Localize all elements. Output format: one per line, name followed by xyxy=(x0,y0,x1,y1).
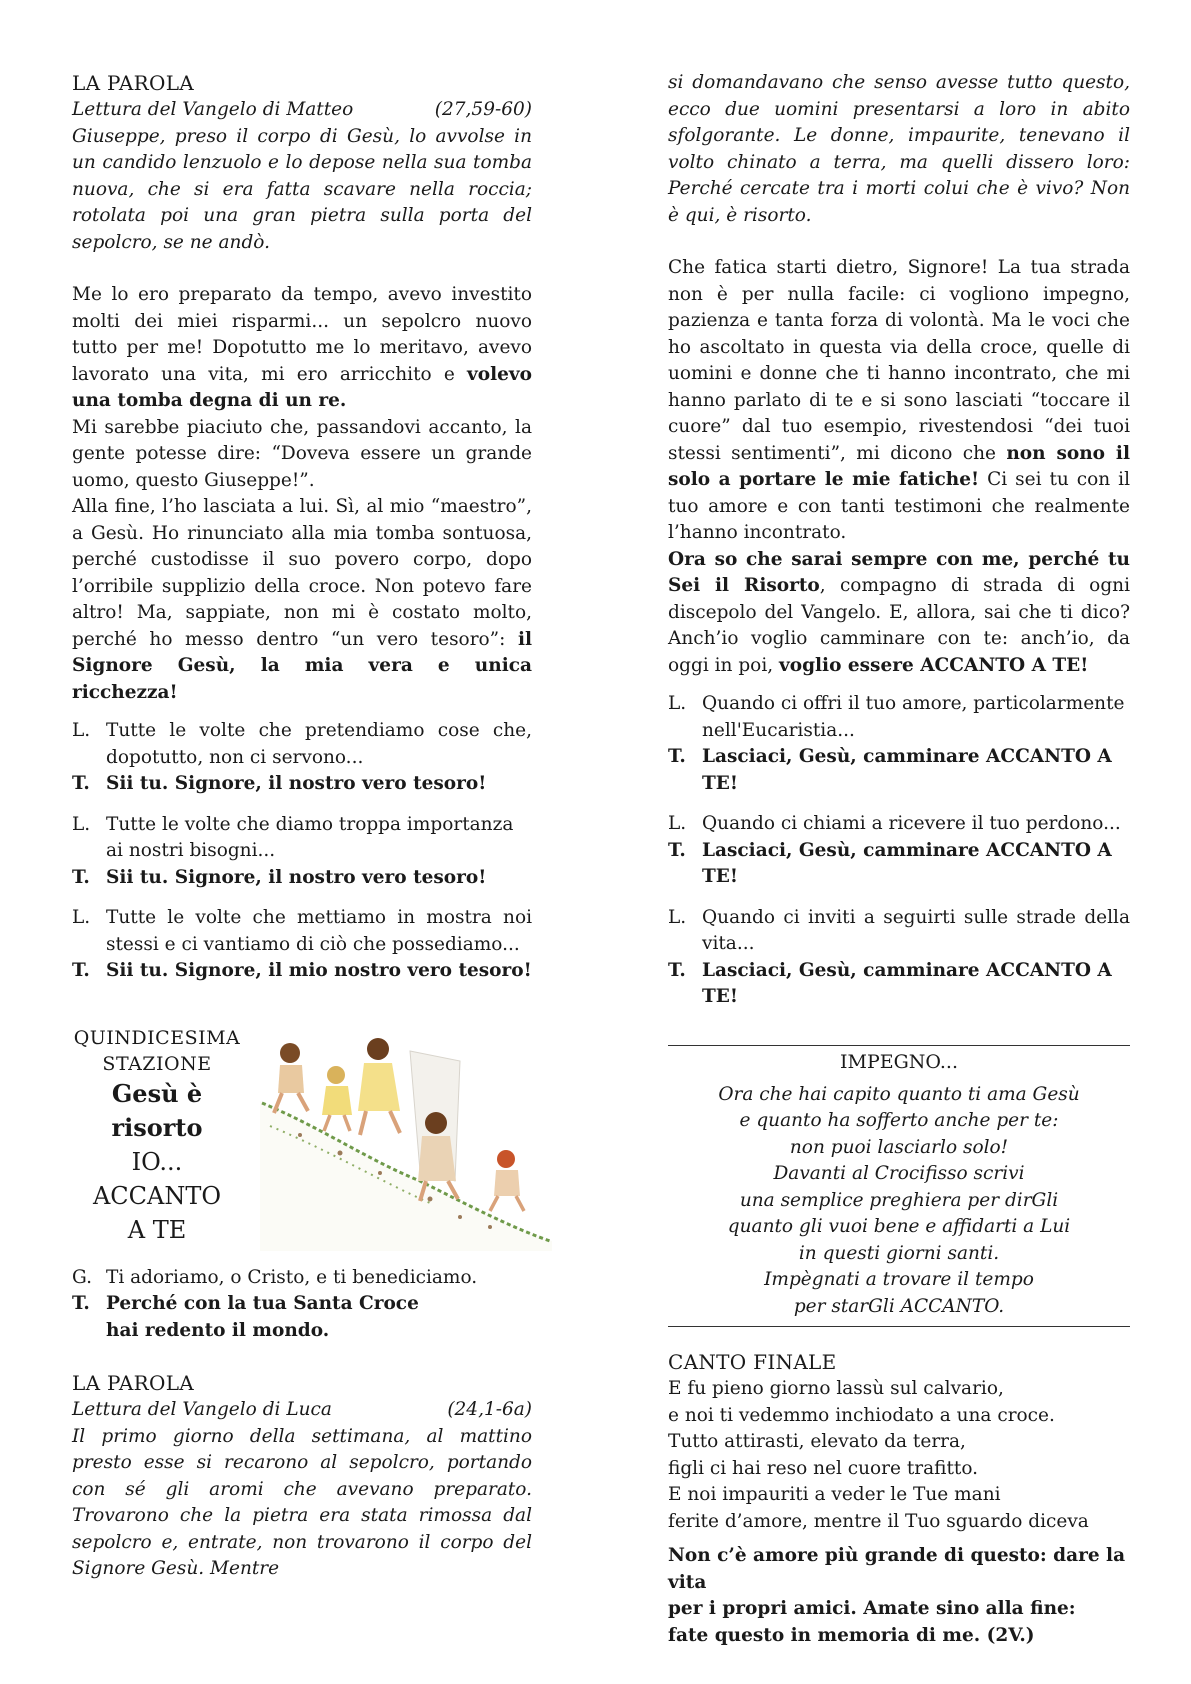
litany-leader-line xyxy=(668,811,1130,838)
impegno-line: e quanto ha sofferto anche per te: xyxy=(739,1110,1059,1131)
gospel-source: Lettura del Vangelo di Luca xyxy=(72,1399,332,1420)
leader-marker: G. xyxy=(72,1266,92,1288)
station-motto: ACCANTO xyxy=(92,1181,222,1210)
reflection-text: Che fatica starti dietro, Signore! La tua strada non è per nulla facile: ci vogliono impegno, pazienza e tanta forza di volontà. Ma le voci che ho ascoltato in questa via della croce, quelle di uomini e donne che ti hanno incontrato, che mi hanno parlato di te e si sono lasciati “toccare il cuore” dal tuo esempio, rivestendosi “dei tuoi stessi sentimenti”, mi dicono che xyxy=(668,257,1130,464)
litany-leader-text: Tutte le volte che mettiamo in mostra noi stessi e ci vantiamo di ciò che possediamo... xyxy=(106,907,532,955)
impegno-line: non puoi lasciarlo solo! xyxy=(789,1136,1009,1158)
station-motto: IO... xyxy=(131,1147,183,1176)
litany-leader-text: Quando ci offri il tuo amore, particolarmente nell'Eucaristia... xyxy=(702,693,1125,741)
adoration-response xyxy=(106,1291,532,1344)
litany-leader-line xyxy=(72,905,532,958)
litany-leader-text: Quando ci inviti a seguirti sulle strade della vita... xyxy=(702,906,1130,954)
reflection-text: , compagno di strada di ogni discepolo del Vangelo. E, allora, sai che ti dico? Anch’io voglio camminare con te: anch’io, da oggi in poi, xyxy=(668,575,1130,676)
child-figure-2 xyxy=(322,1066,352,1131)
reflection-text: Me lo ero preparato da tempo, avevo investito molti dei miei risparmi... un sepolcro nuovo tutto per me! Dopotutto me lo meritavo, avevo lavorato una vita, mi ero arricchito e xyxy=(72,284,532,385)
litany-item xyxy=(72,905,532,985)
refrain-line: fate questo in memoria di me. (2V.) xyxy=(668,1624,1035,1646)
station-motto: A TE xyxy=(127,1215,187,1244)
adoration-response-text: hai redento il mondo. xyxy=(106,1319,330,1341)
litany-response-line xyxy=(72,771,532,798)
impegno-line: per starGli ACCANTO. xyxy=(793,1295,1005,1317)
leader-marker: L. xyxy=(668,693,687,714)
gospel-passage-continued: si domandavano che senso avesse tutto questo, ecco due uomini presentarsi a loro in abito sfolgorante. Le donne, impaurite, tenevano il volto chinato a terra, ma quelli dissero loro: Perché cercate tra i morti colui che è vivo? Non è qui, è risorto. xyxy=(668,72,1130,226)
reflection-text: Alla fine, l’ho lasciata a lui. Sì, al mio “maestro”, a Gesù. Ho rinunciato alla mia tomba sontuosa, perché custodisse il suo povero corpo, dopo l’orribile supplizio della croce. Non potevo fare altro! Ma, sappiate, non mi è costato molto, perché ho messo dentro “un vero tesoro”: xyxy=(72,496,532,650)
leader-marker: L. xyxy=(668,906,687,928)
child-figure-3 xyxy=(358,1038,400,1135)
litany-leader-line xyxy=(668,905,1130,958)
impegno-heading: IMPEGNO... xyxy=(840,1050,958,1073)
impegno-line: Impègnati a trovare il tempo xyxy=(764,1269,1034,1290)
leader-marker: L. xyxy=(72,907,91,928)
reflection-emphasis: non sono il solo a portare le mie fatiche! xyxy=(668,442,1130,490)
litany-leader-text: Tutte le volte che diamo troppa importanza ai nostri bisogni... xyxy=(106,813,514,861)
leader-marker: L. xyxy=(72,813,91,835)
leader-marker: L. xyxy=(668,813,687,834)
divider-top xyxy=(668,1045,1130,1046)
child-figure-5 xyxy=(490,1150,524,1211)
litany-item xyxy=(668,811,1130,891)
reflection-paragraph xyxy=(668,255,1130,547)
adoration-leader-line xyxy=(72,1265,532,1292)
station-title xyxy=(72,1025,242,1247)
canto-line: figli ci hai reso nel cuore trafitto. xyxy=(668,1457,979,1479)
impegno-line: una semplice preghiera per dirGli xyxy=(739,1189,1059,1211)
litany-response-line xyxy=(668,744,1130,797)
reflection-paragraph xyxy=(72,282,532,415)
response-marker: T. xyxy=(668,959,686,981)
impegno-line: Ora che hai capito quanto ti ama Gesù xyxy=(718,1083,1080,1105)
litany-response-line xyxy=(668,838,1130,891)
gospel-verse-ref: (27,59-60) xyxy=(434,99,532,120)
reflection-paragraph xyxy=(72,494,532,706)
adoration-text: Ti adoriamo, o Cristo, e ti benediciamo. xyxy=(106,1266,478,1288)
litany-leader-text: Tutte le volte che pretendiamo cose che, dopotutto, non ci servono... xyxy=(106,720,532,768)
canto-line: E noi impauriti a veder le Tue mani xyxy=(668,1484,1001,1505)
litany-response-line xyxy=(668,958,1130,1011)
station-subtitle: Gesù è xyxy=(111,1078,203,1108)
station-number: QUINDICESIMA xyxy=(73,1026,241,1049)
gospel-reference xyxy=(72,1397,532,1424)
litany-item xyxy=(668,691,1130,797)
canto-line: E fu pieno giorno lassù sul calvario, xyxy=(668,1378,1004,1399)
refrain-line: Non c’è amore più grande di questo: dare la vita xyxy=(668,1545,1126,1593)
impegno-line: quanto gli vuoi bene e affidarti a Lui xyxy=(727,1216,1071,1237)
canto-line: Tutto attirasti, elevato da terra, xyxy=(668,1431,966,1452)
impegno-line: Davanti al Crocifisso scrivi xyxy=(773,1163,1025,1184)
left-column xyxy=(72,70,532,1583)
section-heading-la-parola: LA PAROLA xyxy=(72,71,195,95)
litany-response-text: Sii tu. Signore, il nostro vero tesoro! xyxy=(106,866,487,888)
litany-item xyxy=(72,812,532,892)
children-running-illustration xyxy=(260,1031,552,1251)
leader-marker: L. xyxy=(72,720,91,741)
adoration-response-text: Perché con la tua Santa Croce xyxy=(106,1293,419,1314)
gospel-passage: Il primo giorno della settimana, al mattino presto esse si recarono al sepolcro, portando con sé gli aromi che avevano preparato. Trovarono che la pietra era stata rimossa dal sepolcro e, entrate, non trovarono il corpo del Signore Gesù. Mentre xyxy=(72,1425,532,1579)
gospel-passage: Giuseppe, preso il corpo di Gesù, lo avvolse in un candido lenzuolo e lo depose nella sua tomba nuova, che si era fatta scavare nella roccia; rotolata poi una gran pietra sulla porta del sepolcro, se ne andò. xyxy=(72,125,532,253)
litany-response-text: Lasciaci, Gesù, camminare ACCANTO A TE! xyxy=(702,959,1112,1007)
right-column xyxy=(668,70,1130,1649)
reflection-emphasis: Ora so che sarai sempre con me, perché tu Sei il Risorto xyxy=(668,548,1130,596)
station-label: STAZIONE xyxy=(102,1052,212,1075)
reflection-emphasis: volevo una tomba degna di un re. xyxy=(72,363,532,411)
impegno-line: in questi giorni santi. xyxy=(798,1242,1000,1264)
impegno-text xyxy=(668,1082,1130,1321)
canto-finale-heading: CANTO FINALE xyxy=(668,1350,837,1374)
response-marker: T. xyxy=(668,746,686,767)
response-marker: T. xyxy=(72,1293,90,1314)
response-marker: T. xyxy=(668,839,686,861)
canto-line: e noi ti vedemmo inchiodato a una croce. xyxy=(668,1404,1055,1426)
section-heading-la-parola: LA PAROLA xyxy=(72,1371,195,1395)
litany-item xyxy=(72,718,532,798)
litany-response-text: Sii tu. Signore, il nostro vero tesoro! xyxy=(106,773,487,794)
litany-leader-text: Quando ci chiami a ricevere il tuo perdono... xyxy=(702,813,1121,834)
litany-response-text: Lasciaci, Gesù, camminare ACCANTO A TE! xyxy=(702,839,1112,887)
reflection-paragraph: Mi sarebbe piaciuto che, passandovi accanto, la gente potesse dire: “Doveva essere un grande uomo, questo Giuseppe!”. xyxy=(72,416,532,491)
canto-refrain xyxy=(668,1543,1130,1649)
litany-response-line xyxy=(72,865,532,892)
gospel-reference xyxy=(72,97,532,124)
reflection-emphasis: il Signore Gesù, la mia vera e unica ricchezza! xyxy=(72,628,532,703)
gospel-verse-ref: (24,1-6a) xyxy=(447,1399,532,1420)
adoration-response-line xyxy=(72,1291,532,1344)
litany-leader-line xyxy=(668,691,1130,744)
canto-verse xyxy=(668,1376,1130,1535)
litany-leader-line xyxy=(72,718,532,771)
station-subtitle: risorto xyxy=(111,1112,203,1142)
litany-item xyxy=(668,905,1130,1011)
canto-line: ferite d’amore, mentre il Tuo sguardo diceva xyxy=(668,1510,1089,1532)
litany-response-text: Sii tu. Signore, il mio nostro vero tesoro! xyxy=(106,960,532,981)
reflection-emphasis: voglio essere ACCANTO A TE! xyxy=(779,654,1089,676)
refrain-line: per i propri amici. Amate sino alla fine: xyxy=(668,1598,1076,1619)
child-figure-1 xyxy=(274,1043,308,1113)
litany-leader-line xyxy=(72,812,532,865)
litany-response-text: Lasciaci, Gesù, camminare ACCANTO A TE! xyxy=(702,746,1112,794)
response-marker: T. xyxy=(72,960,90,981)
response-marker: T. xyxy=(72,773,90,794)
station-header xyxy=(72,1025,532,1265)
reflection-text: Ci sei tu con il tuo amore e con tanti testimoni che realmente l’hanno incontrato. xyxy=(668,469,1130,543)
litany-response-line xyxy=(72,958,532,985)
reflection-paragraph xyxy=(668,547,1130,680)
gospel-source: Lettura del Vangelo di Matteo xyxy=(72,99,354,120)
response-marker: T. xyxy=(72,866,90,888)
